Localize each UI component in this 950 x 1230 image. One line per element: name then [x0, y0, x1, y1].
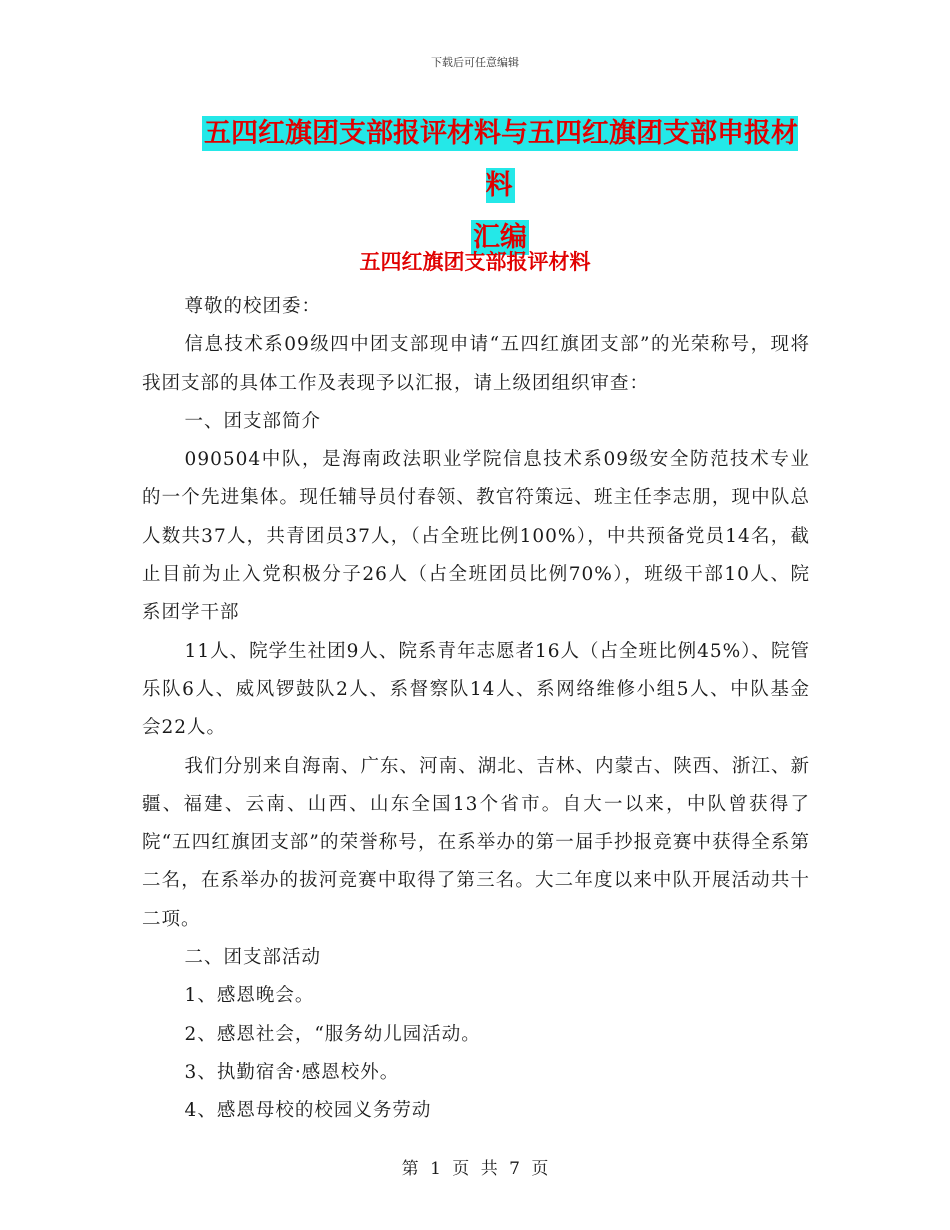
page-header-note: 下载后可任意编辑 — [431, 56, 519, 69]
activity-item: 3、执勤宿舍·感恩校外。 — [184, 1061, 400, 1083]
heading-branch-intro: 一、团支部简介 — [184, 410, 322, 432]
paragraph-salutation: 尊敬的校团委： — [184, 296, 322, 317]
activity-item: 2、感恩社会，“服务幼儿园活动。 — [184, 1023, 481, 1045]
activity-item: 4、感恩母校的校园义务劳动 — [184, 1100, 432, 1122]
paragraph-branch-members: 11人、院学生社团9人、院系青年志愿者16人（占全班比例45%）、院管乐队6人、威风锣鼓队2人、系督察队14人、系网络维修小组5人、中队基金会22人。 — [142, 640, 810, 739]
paragraph-application: 信息技术系09级四中团支部现申请“五四红旗团支部”的光荣称号，现将我团支部的具体工作及表现予以汇报，请上级团组织审查： — [142, 334, 810, 394]
document-body — [142, 288, 810, 1131]
heading-branch-activities: 二、团支部活动 — [184, 947, 322, 969]
title-line-1: 五四红旗团支部报评材料与五四红旗团支部申报材料 — [204, 118, 798, 201]
paragraph-origins-honors: 我们分别来自海南、广东、河南、湖北、吉林、内蒙古、陕西、浙江、新疆、福建、云南、山西、山东全国13个省市。自大一以来，中队曾获得了院“五四红旗团支部”的荣誉称号，在系举办的第一届手抄报竞赛中获得全系第二名，在系举办的拔河竞赛中取得了第三名。大二年度以来中队开展活动共十二项。 — [142, 755, 810, 930]
document-title — [190, 108, 810, 264]
activity-item: 1、感恩晚会。 — [184, 985, 315, 1007]
section-title: 五四红旗团支部报评材料 — [359, 250, 591, 274]
title-line-2: 汇编 — [473, 222, 527, 253]
page-number-footer: 第 1 页 共 7 页 — [401, 1159, 549, 1179]
paragraph-branch-intro: 090504中队，是海南政法职业学院信息技术系09级安全防范技术专业的一个先进集体。现任辅导员付春领、教官符策远、班主任李志朋，现中队总人数共37人，共青团员37人，（占全班比例100%），中共预备党员14名，截止目前为止入党积极分子26人（占全班团员比例70%），班级干部10人、院系团学干部 — [142, 449, 810, 624]
